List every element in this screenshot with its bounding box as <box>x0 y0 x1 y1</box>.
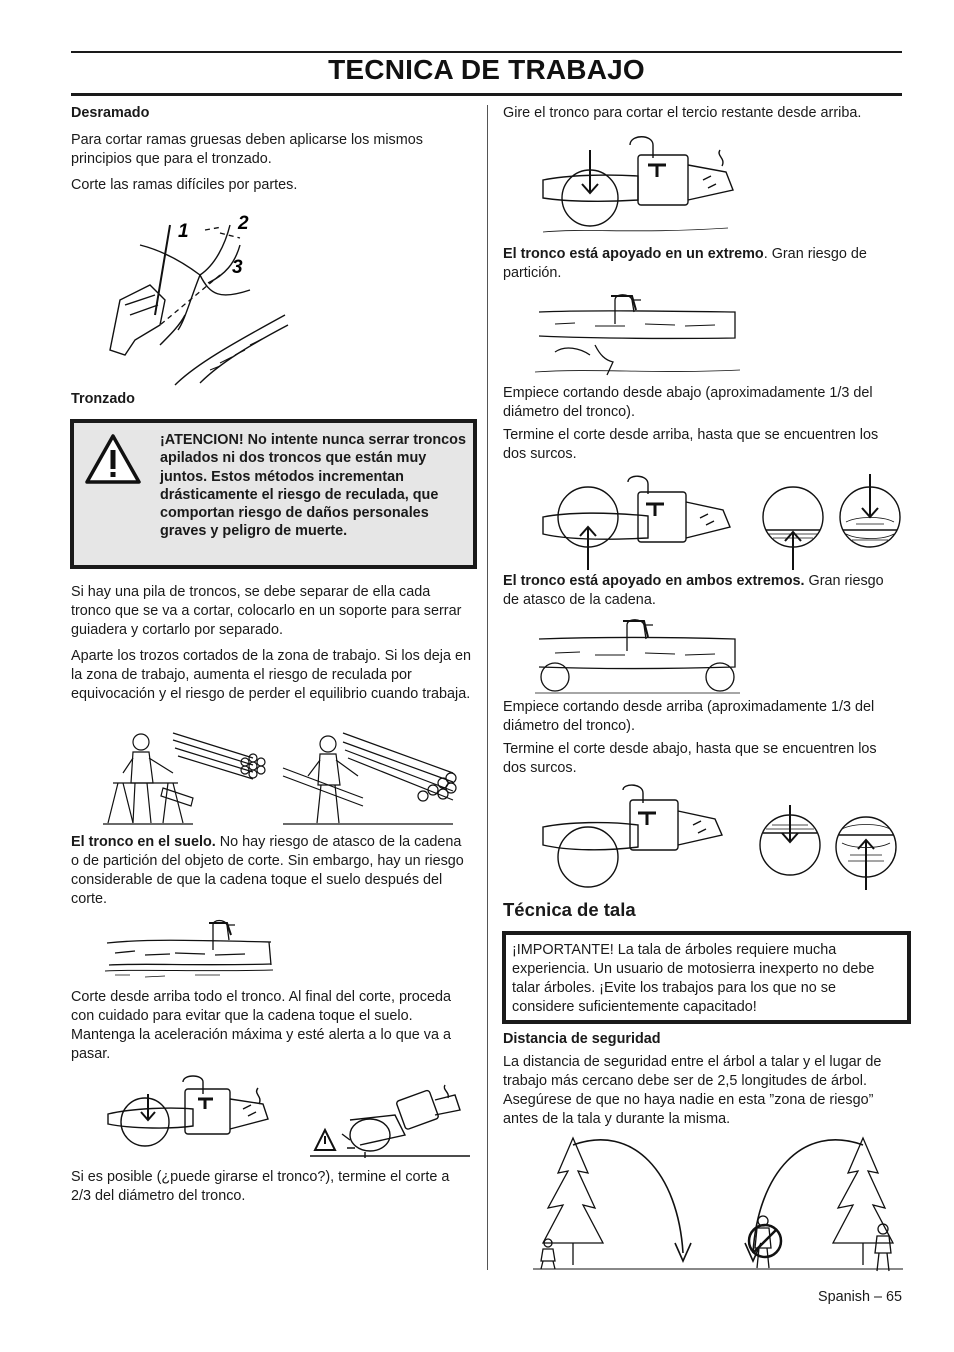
log-both-ends-supported-illustration <box>535 615 740 695</box>
important-box <box>502 931 911 1024</box>
distancia-paragraph: La distancia de seguridad entre el árbol a talar y el lugar de trabajo más cercano debe ser de 2,5 longitudes de árbol. Asegúrese de que no haya nadie en esta ”zona de riesgo” antes de la tala y durante la misma. <box>503 1054 882 1127</box>
termine-arriba-paragraph: Termine el corte desde arriba, hasta que se encuentren los dos surcos. <box>503 427 879 462</box>
warning-triangle-icon <box>84 433 142 485</box>
si-es-posible-paragraph: Si es posible (¿puede girarse el tronco?), termine el corte a 2/3 del diámetro del tronco. <box>71 1169 450 1204</box>
distancia-heading: Distancia de seguridad <box>503 1031 661 1047</box>
gire-paragraph: Gire el tronco para cortar el tercio restante desde arriba. <box>503 105 862 121</box>
log-one-end-supported-illustration <box>535 290 740 380</box>
rotate-log-cut-illustration <box>538 130 738 240</box>
empiece-arriba-paragraph: Empiece cortando desde arriba (aproximadamente 1/3 del diámetro del tronco). <box>503 699 875 734</box>
desramado-paragraph-1: Para cortar ramas gruesas deben aplicarse los mismos principios que para el tronzado. <box>71 132 423 167</box>
extremo-rest: . Gran riesgo de partición. <box>503 246 867 281</box>
chainsaw-top-cut-illustration <box>103 1074 278 1164</box>
kickback-illustration <box>310 1080 470 1160</box>
ambos-rest: Gran riesgo de atasco de la cadena. <box>503 573 884 608</box>
tronzado-heading: Tronzado <box>71 391 135 407</box>
limbing-label-3: 3 <box>232 257 243 278</box>
underbuck-cut-illustration <box>538 472 908 572</box>
sawhorse-illustration-2 <box>283 728 463 828</box>
tala-heading: Técnica de tala <box>503 899 636 920</box>
aparte-paragraph: Aparte los trozos cortados de la zona de trabajo. Si los deja en la zona de trabajo, aumenta el riesgo de reculada por equivocación y el riesgo de perder el equilibrio cuando trabaja. <box>71 648 471 702</box>
desramado-heading: Desramado <box>71 105 150 121</box>
sawhorse-illustration-1 <box>103 728 273 828</box>
extremo-bold: El tronco está apoyado en un extremo <box>503 246 764 262</box>
ambos-bold: El tronco está apoyado en ambos extremos. <box>503 573 805 589</box>
header-bottom-rule <box>71 93 902 96</box>
suelo-bold: El tronco en el suelo. <box>71 834 216 850</box>
header-top-rule <box>71 51 902 53</box>
extremo-paragraph <box>503 245 903 283</box>
felling-distance-illustration <box>533 1133 903 1273</box>
suelo-rest: No hay riesgo de atasco de la cadena o de partición del objeto de corte. Sin embargo, hay un riesgo considerable de que la cadena toque el suelo después del corte. <box>71 834 464 907</box>
desramado-paragraph-2: Corte las ramas difíciles por partes. <box>71 177 298 193</box>
corte-arriba-paragraph: Corte desde arriba todo el tronco. Al final del corte, proceda con cuidado para evitar que la cadena toque el suelo. Mantenga la aceleración máxima y esté alerta a lo que va a pasar. <box>71 989 451 1062</box>
limbing-illustration <box>100 205 300 390</box>
page-title: TECNICA DE TRABAJO <box>328 54 645 85</box>
page-footer: Spanish – 65 <box>817 1289 902 1305</box>
pila-paragraph: Si hay una pila de troncos, se debe separar de ella cada tronco que se va a cortar, colocarlo en un soporte para serrar guiadera y cortarlo por separado. <box>71 584 462 638</box>
suelo-paragraph <box>71 833 471 909</box>
limbing-label-1: 1 <box>178 221 189 242</box>
termine-abajo-paragraph: Termine el corte desde abajo, hasta que se encuentren los dos surcos. <box>503 741 877 776</box>
ambos-paragraph <box>503 572 903 610</box>
warning-box <box>70 419 477 569</box>
overbuck-cut-illustration <box>538 785 908 895</box>
log-on-ground-illustration <box>105 915 275 980</box>
warning-text: ¡ATENCION! No intente nunca serrar troncos apilados ni dos troncos que están muy juntos. Estos métodos incrementan drásticamente el riesgo de reculada, que comportan riesgo de daños personales graves y peligro de muerte. <box>160 432 466 540</box>
limbing-label-2: 2 <box>238 213 249 234</box>
important-text: ¡IMPORTANTE! La tala de árboles requiere mucha experiencia. Un usuario de motosierra inexperto no debe talar árboles. ¡Evite los trabajos para los que no se considere suficientemente capacitado! <box>512 942 875 1015</box>
column-divider <box>487 105 488 1270</box>
empiece-abajo-paragraph: Empiece cortando desde abajo (aproximadamente 1/3 del diámetro del tronco). <box>503 385 873 420</box>
